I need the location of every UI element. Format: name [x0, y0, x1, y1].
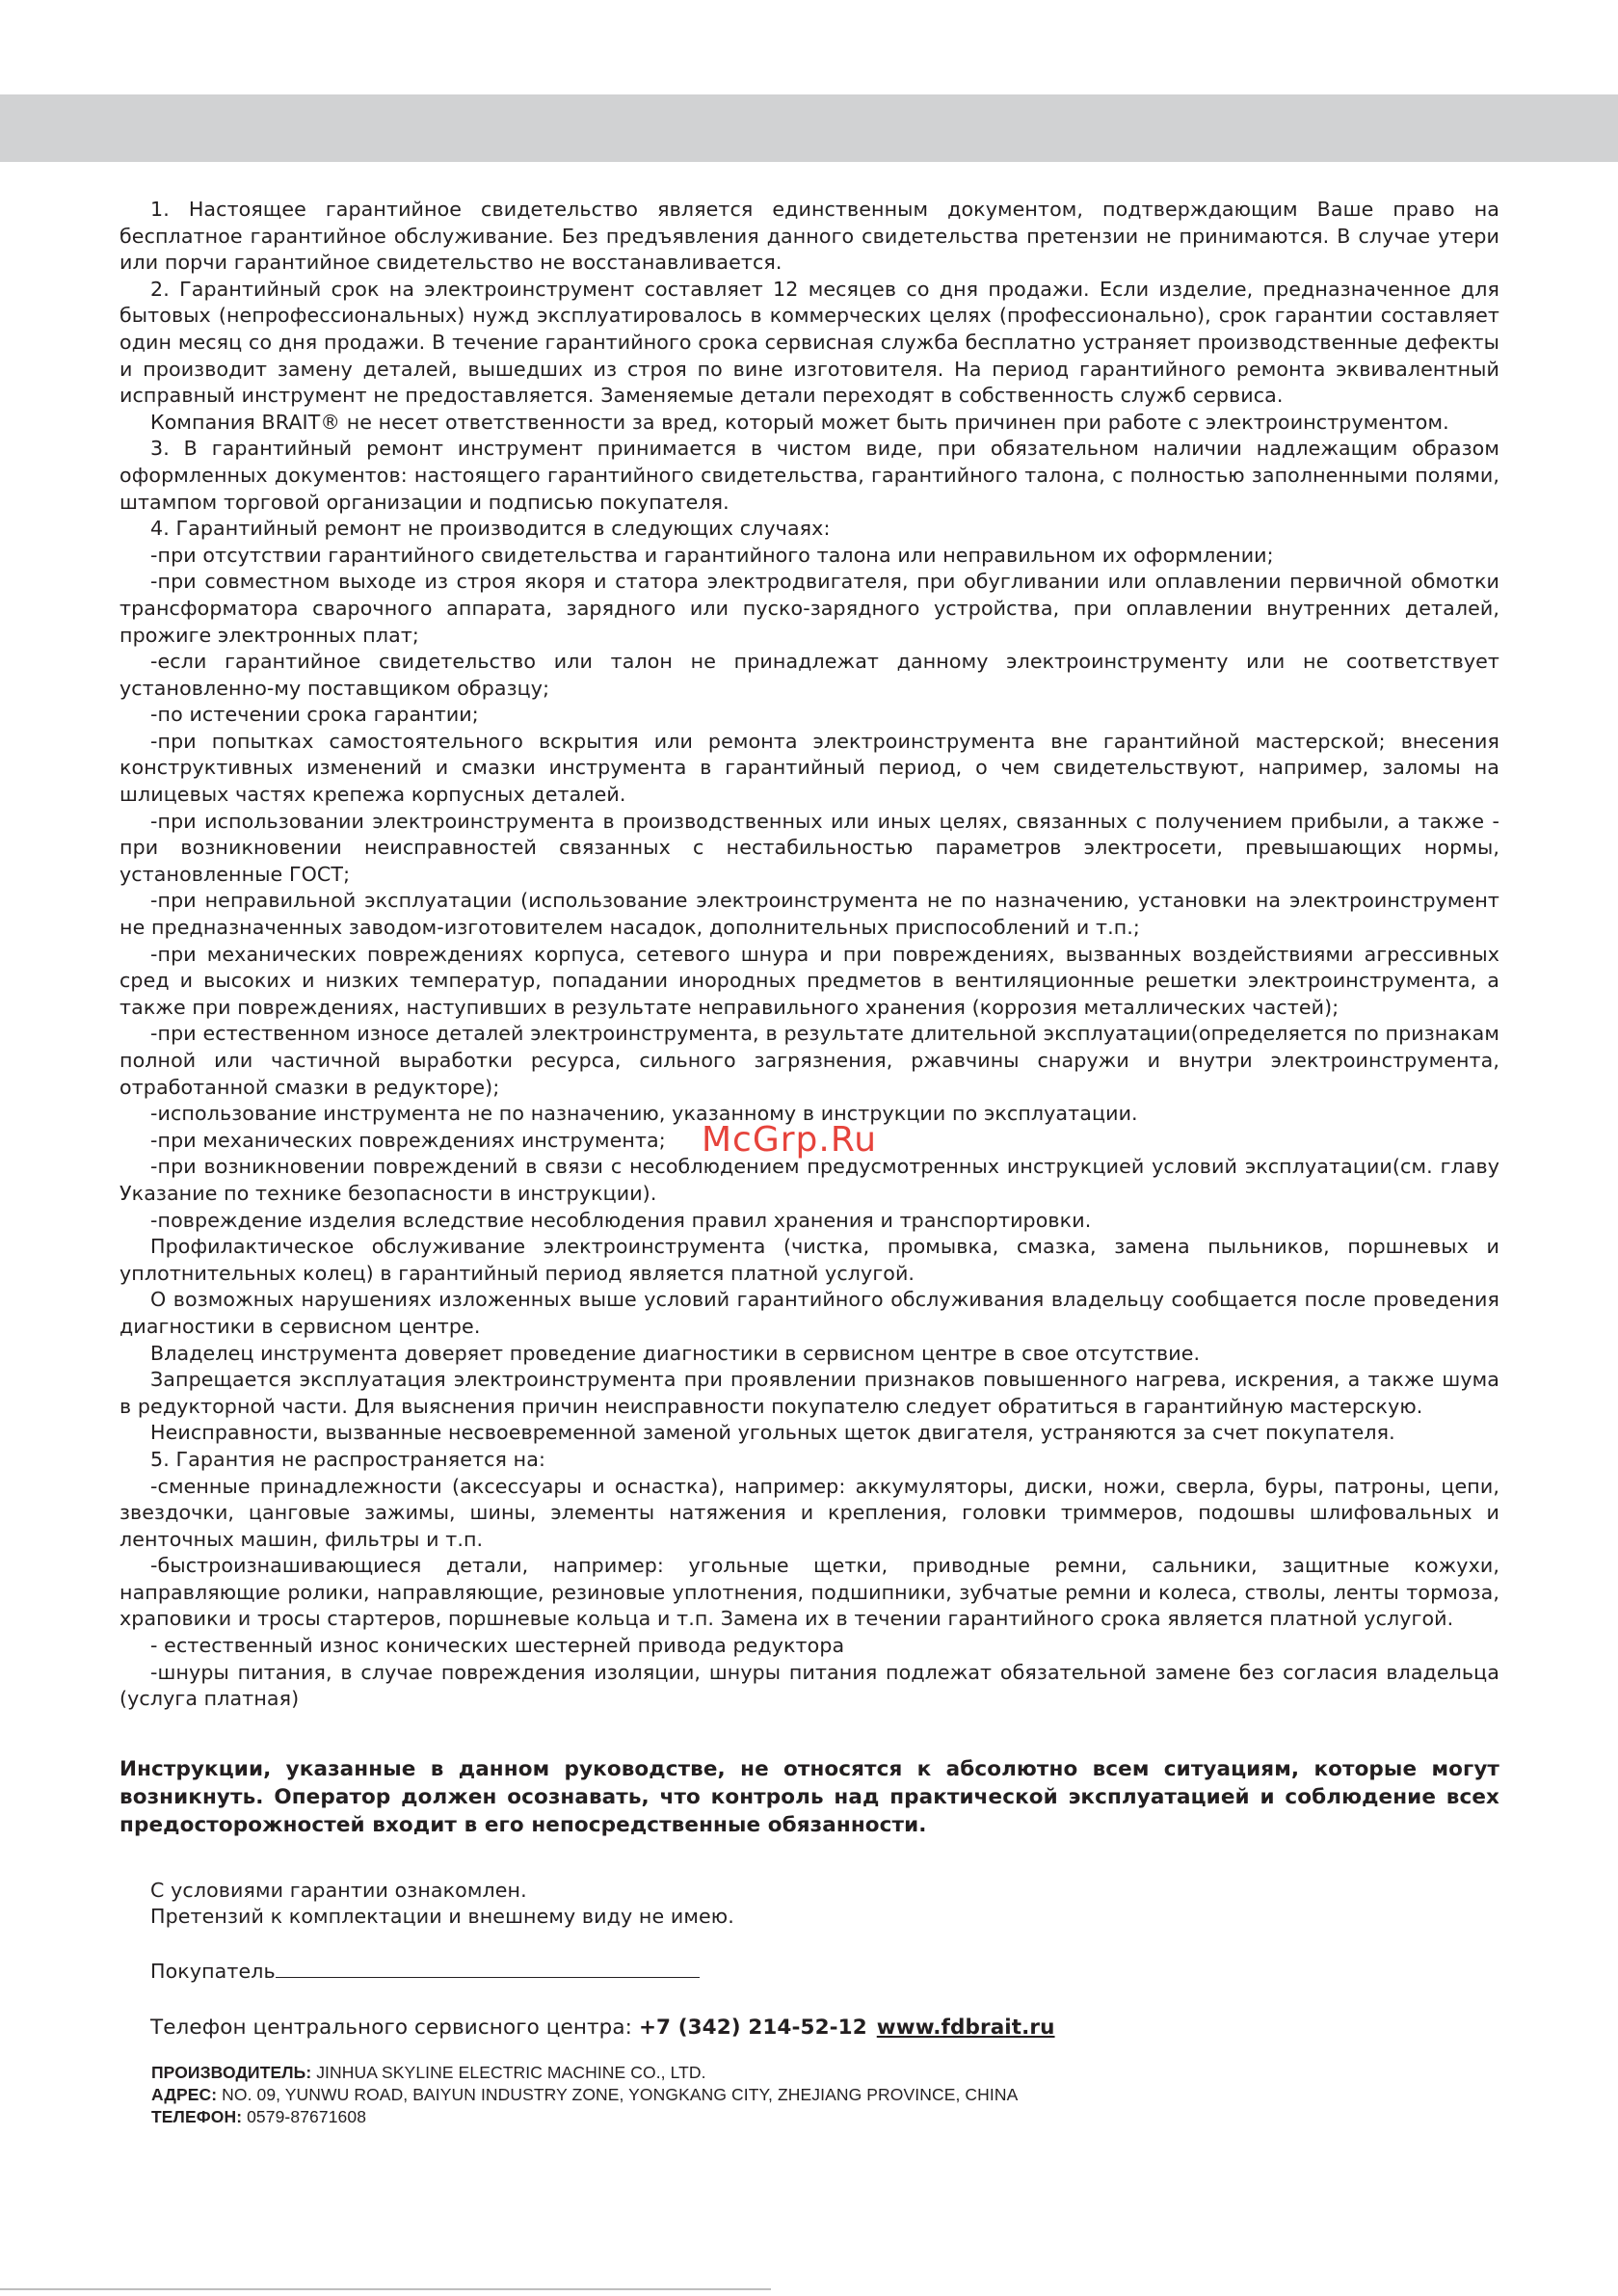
paragraph: Профилактическое обслуживание электроинструмента (чистка, промывка, смазка, замена пыльников, поршневых и уплотнительных колец) в гарантийный период является платной услугой. [119, 1235, 1499, 1285]
paragraph: Компания BRAIT® не несет ответственности за вред, который может быть причинен при работе с электроинструментом. [150, 410, 1449, 434]
paragraph: -сменные принадлежности (аксессуары и оснастка), например: аккумуляторы, диски, ножи, сверла, буры, патроны, цепи, звездочки, цанговые зажимы, шины, элементы натяжения и крепления, головки триммеров, подошвы шлифовальных и ленточных машин, фильтры и т.п. [119, 1474, 1499, 1551]
bottom-divider [0, 2288, 771, 2290]
phone-label: Телефон центрального сервисного центра: [150, 2015, 639, 2040]
manufacturer-value: JINHUA SKYLINE ELECTRIC MACHINE CO., LTD. [311, 2063, 706, 2083]
paragraph: 1. Настоящее гарантийное свидетельство является единственным документом, подтверждающим Ваше право на бесплатное гарантийное обслуживание. Без предъявления данного свидетельства претензии не принимаются. В случае утери или порчи гарантийное свидетельство не восстанавливается. [119, 198, 1499, 275]
phone-number: +7 (342) 214-52-12 [638, 2015, 867, 2040]
address-line [151, 2084, 1499, 2106]
paragraph: -при механических повреждениях инструмента; [150, 1128, 666, 1152]
address-label: АДРЕС: [151, 2085, 218, 2105]
signature-line [276, 1958, 700, 1978]
website-link[interactable]: www.fdbrait.ru [876, 2015, 1055, 2040]
paragraph: -шнуры питания, в случае повреждения изоляции, шнуры питания подлежат обязательной замене без согласия владельца (услуга платная) [119, 1660, 1499, 1711]
paragraph: -при совместном выходе из строя якоря и статора электродвигателя, при обугливании или оплавлении первичной обмотки трансформатора сварочного аппарата, зарядного или пуско-зарядного устройства, при оплавлении внутренних деталей, прожиге электронных плат; [119, 570, 1499, 647]
service-contact [119, 2015, 1499, 2042]
paragraph: 2. Гарантийный срок на электроинструмент составляет 12 месяцев со дня продажи. Если изделие, предназначенное для бытовых (непрофессиональных) нужд эксплуатировалось в коммерческих целях (профессионально), срок гарантии составляет один месяц со дня продажи. В течение гарантийного срока сервисная служба бесплатно устраняет производственные дефекты и производит замену деталей, вышедших из строя по вине изготовителя. На период гарантийного ремонта эквивалентный исправный инструмент не предоставляется. Заменяемые детали переходят в собственность служб сервиса. [119, 277, 1499, 408]
paragraph: Владелец инструмента доверяет проведение диагностики в сервисном центре в свое отсутствие. [150, 1341, 1201, 1365]
manufacturer-phone-label: ТЕЛЕФОН: [151, 2107, 243, 2127]
paragraph: - естественный износ конических шестерней привода редуктора [150, 1634, 845, 1658]
manufacturer-line [151, 2062, 1499, 2084]
acknowledgement-line: Претензий к комплектации и внешнему виду не имею. [150, 1905, 734, 1929]
paragraph: -при использовании электроинструмента в производственных или иных целях, связанных с получением прибыли, а также - при возникновении неисправностей связанных с нестабильностью параметров электросети, превышающих нормы, установленные ГОСТ; [119, 809, 1499, 886]
paragraph: -при возникновении повреждений в связи с несоблюдением предусмотренных инструкцией условий эксплуатации(см. главу Указание по технике безопасности в инструкции). [119, 1155, 1499, 1205]
warranty-document [119, 197, 1499, 2128]
paragraph: -быстроизнашивающиеся детали, например: угольные щетки, приводные ремни, сальники, защитные кожухи, направляющие ролики, направляющие, резиновые уплотнения, подшипники, зубчатые ремни и колеса, стволы, ленты тормоза, храповики и тросы стартеров, поршневые кольца и т.п. Замена их в течении гарантийного срока является платной услугой. [119, 1554, 1499, 1631]
paragraph: -при отсутствии гарантийного свидетельства и гарантийного талона или неправильном их оформлении; [150, 543, 1274, 567]
paragraph: -при механических повреждениях корпуса, сетевого шнура и при повреждениях, вызванных воздействиями агрессивных сред и высоких и низких температур, попадании инородных предметов в вентиляционные решетки электроинструмента, а также при повреждениях, наступивших в результате неправильного хранения (коррозия металлических частей); [119, 942, 1499, 1019]
operator-notice: Инструкции, указанные в данном руководстве, не относятся к абсолютно всем ситуациям, которые могут возникнуть. Оператор должен осознавать, что контроль над практической эксплуатацией и соблюдение всех предосторожностей входит в его непосредственные обязанности. [119, 1756, 1499, 1837]
watermark: McGrp.Ru [702, 1120, 878, 1160]
manufacturer-info [119, 2062, 1499, 2128]
buyer-signature [119, 1958, 1499, 1986]
acknowledgement [119, 1878, 1499, 1931]
paragraph: -при попытках самостоятельного вскрытия или ремонта электроинструмента вне гарантийной мастерской; внесения конструктивных изменений и смазки инструмента в гарантийный период, о чем свидетельствуют, например, заломы на шлицевых частях крепежа корпусных деталей. [119, 729, 1499, 807]
paragraph: 4. Гарантийный ремонт не производится в следующих случаях: [150, 517, 831, 541]
paragraph: О возможных нарушениях изложенных выше условий гарантийного обслуживания владельцу сообщается после проведения диагностики в сервисном центре. [119, 1288, 1499, 1338]
paragraph: -повреждение изделия вследствие несоблюдения правил хранения и транспортировки. [150, 1208, 1092, 1232]
buyer-label: Покупатель [150, 1960, 276, 1984]
paragraph: -использование инструмента не по назначению, указанному в инструкции по эксплуатации. [150, 1102, 1138, 1126]
paragraph: -при естественном износе деталей электроинструмента, в результате длительной эксплуатации(определяется по признакам полной или частичной выработки ресурса, сильного загрязнения, ржавчины снаружи и внутри электроинструмента, отработанной смазки в редукторе); [119, 1022, 1499, 1099]
paragraph: -по истечении срока гарантии; [150, 703, 479, 727]
header-band [0, 94, 1618, 162]
paragraph: -если гарантийное свидетельство или талон не принадлежат данному электроинструменту или не соответствует установленно-му поставщиком образцу; [119, 650, 1499, 700]
paragraph: 3. В гарантийный ремонт инструмент принимается в чистом виде, при обязательном наличии надлежащим образом оформленных документов: настоящего гарантийного свидетельства, гарантийного талона, с полностью заполненными полями, штампом торговой организации и подписью покупателя. [119, 437, 1499, 514]
paragraph: Запрещается эксплуатация электроинструмента при проявлении признаков повышенного нагрева, искрения, а также шума в редукторной части. Для выяснения причин неисправности покупателю следует обратиться в гарантийную мастерскую. [119, 1368, 1499, 1418]
paragraph: -при неправильной эксплуатации (использование электроинструмента не по назначению, установки на электроинструмент не предназначенных заводом-изготовителем насадок, дополнительных приспособлений и т.п.; [119, 889, 1499, 940]
manufacturer-phone-line [151, 2106, 1499, 2128]
manufacturer-phone-value: 0579-87671608 [242, 2107, 367, 2127]
acknowledgement-line: С условиями гарантии ознакомлен. [150, 1878, 527, 1902]
address-value: NO. 09, YUNWU ROAD, BAIYUN INDUSTRY ZONE, YONGKANG CITY, ZHEJIANG PROVINCE, CHINA [217, 2085, 1019, 2105]
paragraph: Неисправности, вызванные несвоевременной заменой угольных щеток двигателя, устраняются за счет покупателя. [150, 1421, 1395, 1445]
manufacturer-label: ПРОИЗВОДИТЕЛЬ: [151, 2063, 312, 2083]
paragraph: 5. Гарантия не распространяется на: [150, 1447, 545, 1471]
